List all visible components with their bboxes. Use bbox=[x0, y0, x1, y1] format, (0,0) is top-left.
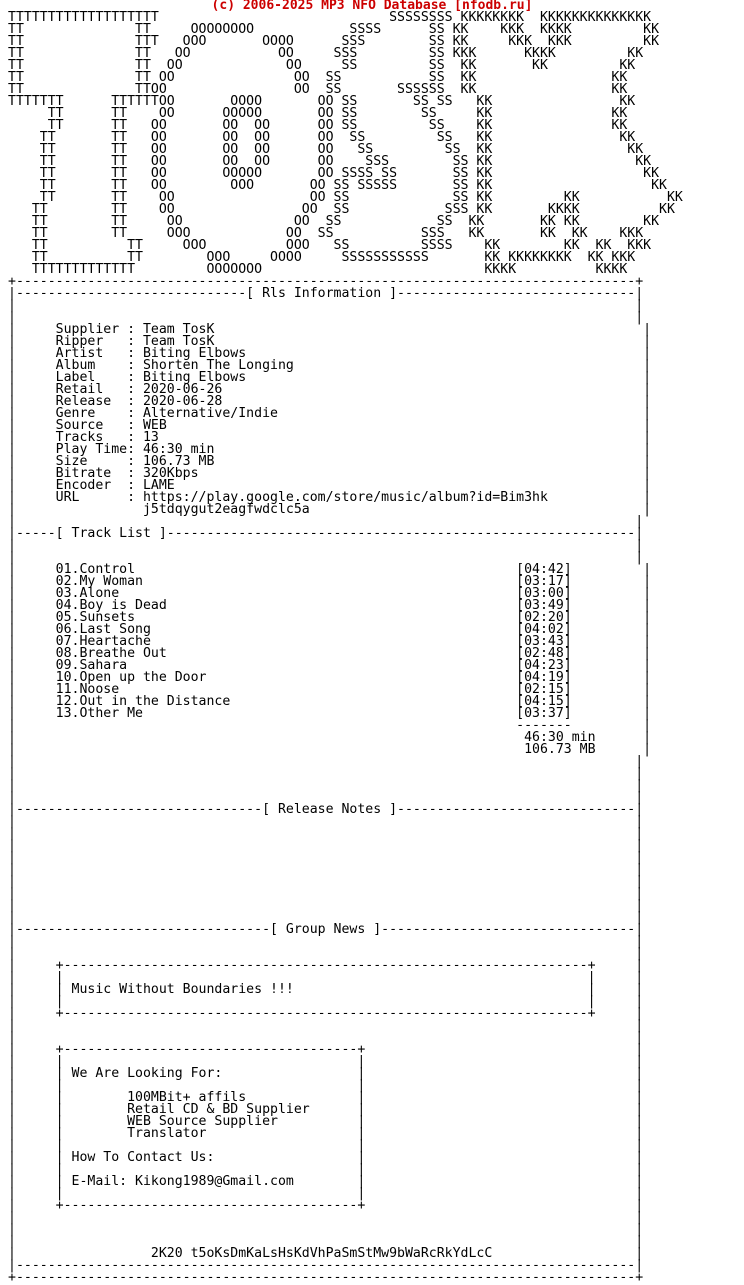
logo-art-line: TT TT OO OO SSS SS KKK KKKK KK bbox=[8, 46, 644, 61]
track-row: | 11.Noose [02:15] | bbox=[8, 682, 652, 697]
box-blank-line: | | bbox=[8, 814, 644, 829]
box-blank-line: | | bbox=[8, 934, 644, 949]
track-row: | 02.My Woman [03:17] | bbox=[8, 574, 652, 589]
box-blank-line: | | bbox=[8, 766, 644, 781]
news-contact-heading: | | How To Contact Us: | | bbox=[8, 1150, 644, 1165]
rls-info-header: |-----------------------------[ Rls Information ]------------------------------| bbox=[8, 286, 644, 301]
info-encoder: | Encoder : LAME | bbox=[8, 478, 652, 493]
logo-art-line: TT TT OO OO OO OO SS SS KK KK bbox=[8, 130, 636, 145]
logo-art-line: TT TT OO OOOOO OO SS SS KK KK bbox=[8, 106, 628, 121]
news-looking-for: | | We Are Looking For: | | bbox=[8, 1066, 644, 1081]
logo-art-line: TT TT OO OOOOO OO SSSS SS SS KK KK bbox=[8, 166, 660, 181]
info-bitrate: | Bitrate : 320Kbps | bbox=[8, 466, 652, 481]
logo-art-line: TT TTT OOO OOOO SSS SS KK KKK KKK KK bbox=[8, 34, 660, 49]
news-box-line: | | | | bbox=[8, 1078, 644, 1093]
track-row: | 07.Heartache [03:43] | bbox=[8, 634, 652, 649]
logo-art-line: TT TT OOO OOOO SSSSSSSSSSS KK KKKKKKKK KK KKK bbox=[8, 250, 636, 265]
info-play-time: | Play Time: 46:30 min | bbox=[8, 442, 652, 457]
news-box-line: | | | | bbox=[8, 1186, 644, 1201]
logo-art-line: TT TT OO OO SS SS KK KK KK KK bbox=[8, 214, 660, 229]
news-box-line: | +-------------------------------------+ | bbox=[8, 1198, 644, 1213]
box-blank-line: | | bbox=[8, 1234, 644, 1249]
box-blank-line: | | bbox=[8, 874, 644, 889]
box-blank-line: | | bbox=[8, 1210, 644, 1225]
logo-art-line: TT TT OOOOOOOO SSSS SS KK KKK KKKK KK bbox=[8, 22, 660, 37]
box-blank-line: | | bbox=[8, 550, 644, 565]
info-url-continued: | j5tdqygut2eagfwdclc5a | bbox=[8, 502, 652, 517]
tracklist-separator: | ------- | bbox=[8, 718, 652, 733]
news-box-line: | +-------------------------------------+ | bbox=[8, 1042, 644, 1057]
box-blank-line: | | bbox=[8, 754, 644, 769]
track-row: | 01.Control [04:42] | bbox=[8, 562, 652, 577]
logo-art-line: TT TT OO OO SS SS KK KK KK bbox=[8, 190, 683, 205]
news-box-line: | +------------------------------------------------------------------+ | bbox=[8, 958, 644, 973]
news-wanted-item: | | Translator | | bbox=[8, 1126, 644, 1141]
logo-art-line: TTTTTTT TTTTTTOO OOOO OO SS SS SS KK KK bbox=[8, 94, 636, 109]
box-blank-line: | | bbox=[8, 298, 644, 313]
news-box-line: | | | | bbox=[8, 1138, 644, 1153]
news-box-line: | +------------------------------------------------------------------+ | bbox=[8, 1006, 644, 1021]
box-blank-line: | | bbox=[8, 946, 644, 961]
logo-art-line: TT TT OOO OOO SS SSSS KK KK KK KKK bbox=[8, 238, 652, 253]
news-wanted-item: | | 100MBit+ affils | | bbox=[8, 1090, 644, 1105]
track-row: | 04.Boy is Dead [03:49] | bbox=[8, 598, 652, 613]
box-blank-line: | | bbox=[8, 310, 644, 325]
news-wanted-item: | | Retail CD & BD Supplier | | bbox=[8, 1102, 644, 1117]
release-notes-header: |-------------------------------[ Release Notes ]------------------------------| bbox=[8, 802, 644, 817]
news-box-line: | | bbox=[8, 1018, 644, 1033]
box-blank-line: | | bbox=[8, 778, 644, 793]
info-label: | Label : Biting Elbows | bbox=[8, 370, 652, 385]
news-box-line: | | | | bbox=[8, 994, 644, 1009]
logo-art-line: TT TT OOO OO SS SSS KK KK KK KKK bbox=[8, 226, 644, 241]
info-retail: | Retail : 2020-06-26 | bbox=[8, 382, 652, 397]
info-size: | Size : 106.73 MB | bbox=[8, 454, 652, 469]
track-row: | 09.Sahara [04:23] | bbox=[8, 658, 652, 673]
info-album: | Album : Shorten The Longing | bbox=[8, 358, 652, 373]
news-wanted-item: | | WEB Source Supplier | | bbox=[8, 1114, 644, 1129]
logo-art-line: TT TT OO OO OO OO SSS SS KK KK bbox=[8, 154, 652, 169]
info-artist: | Artist : Biting Elbows | bbox=[8, 346, 652, 361]
track-row: | 10.Open up the Door [04:19] | bbox=[8, 670, 652, 685]
track-row: | 05.Sunsets [02:20] | bbox=[8, 610, 652, 625]
info-ripper: | Ripper : Team TosK | bbox=[8, 334, 652, 349]
box-top-border: +------------------------------------------------------------------------------+ bbox=[8, 274, 644, 289]
logo-art-line: TT TT OO OOO OO SS SSSSS SS KK KK bbox=[8, 178, 667, 193]
track-row: | 13.Other Me [03:37] | bbox=[8, 706, 652, 721]
logo-art-line: TTTTTTTTTTTTT OOOOOOO KKKK KKKK bbox=[8, 262, 628, 277]
tracklist-header: |-----[ Track List ]-----------------------------------------------------------| bbox=[8, 526, 644, 541]
box-blank-line: | | bbox=[8, 826, 644, 841]
news-box-line: | | | | bbox=[8, 1054, 644, 1069]
info-supplier: | Supplier : Team TosK | bbox=[8, 322, 652, 337]
track-row: | 08.Breathe Out [02:48] | bbox=[8, 646, 652, 661]
box-blank-line: | | bbox=[8, 514, 644, 529]
box-blank-line: | | bbox=[8, 790, 644, 805]
news-motto: | | Music Without Boundaries !!! | | bbox=[8, 982, 644, 997]
news-box-line: | | | | bbox=[8, 1162, 644, 1177]
box-blank-line: | | bbox=[8, 850, 644, 865]
box-blank-line: | | bbox=[8, 898, 644, 913]
track-row: | 12.Out in the Distance [04:15] | bbox=[8, 694, 652, 709]
footer-signature: | 2K20 t5oKsDmKaLsHsKdVhPaSmStMw9bWaRcRkYdLcC | bbox=[8, 1246, 644, 1261]
logo-art-line: TTTTTTTTTTTTTTTTTTT SSSSSSSS KKKKKKKK KKKKKKKKKKKKKK bbox=[8, 10, 652, 25]
logo-art-line: TT TT OO OO OO OO SS SS KK KK bbox=[8, 142, 644, 157]
info-source: | Source : WEB | bbox=[8, 418, 652, 433]
info-url: | URL : https://play.google.com/store/music/album?id=Bim3hk | bbox=[8, 490, 652, 505]
logo-art-line: TT TTOO OO SS SSSSSS KK KK bbox=[8, 82, 628, 97]
box-blank-line: | | bbox=[8, 538, 644, 553]
total-play-time: | 46:30 min | bbox=[8, 730, 652, 745]
logo-art-line: TT TT OO OO OO OO SS SS KK KK bbox=[8, 118, 628, 133]
total-size: | 106.73 MB | bbox=[8, 742, 652, 757]
track-row: | 03.Alone [03:00] | bbox=[8, 586, 652, 601]
box-blank-line: | | bbox=[8, 910, 644, 925]
database-credit: (c) 2006-2025 MP3 NFO Database [nfodb.ru] bbox=[211, 0, 533, 13]
logo-art-line: TT TT OO OO SS SS KK KK bbox=[8, 70, 628, 85]
info-tracks: | Tracks : 13 | bbox=[8, 430, 652, 445]
info-release: | Release : 2020-06-28 | bbox=[8, 394, 652, 409]
news-box-line: | | | | bbox=[8, 970, 644, 985]
footer-separator: |------------------------------------------------------------------------------| bbox=[8, 1258, 644, 1273]
track-row: | 06.Last Song [04:02] | bbox=[8, 622, 652, 637]
info-genre: | Genre : Alternative/Indie | bbox=[8, 406, 652, 421]
box-blank-line: | | bbox=[8, 862, 644, 877]
group-news-header: |--------------------------------[ Group News ]--------------------------------| bbox=[8, 922, 644, 937]
logo-art-line: TT TT OO OO SS SS KK KK KK bbox=[8, 58, 636, 73]
nfo-text bbox=[8, 12, 683, 1284]
box-blank-line: | | bbox=[8, 1222, 644, 1237]
box-blank-line: | | bbox=[8, 886, 644, 901]
box-blank-line: | | bbox=[8, 838, 644, 853]
news-contact-email: | | E-Mail: Kikong1989@Gmail.com | | bbox=[8, 1174, 644, 1189]
logo-art-line: TT TT OO OO SS SSS KK KKKK KK bbox=[8, 202, 675, 217]
news-box-line: | | bbox=[8, 1030, 644, 1045]
box-bottom-border: +------------------------------------------------------------------------------+ bbox=[8, 1270, 644, 1285]
